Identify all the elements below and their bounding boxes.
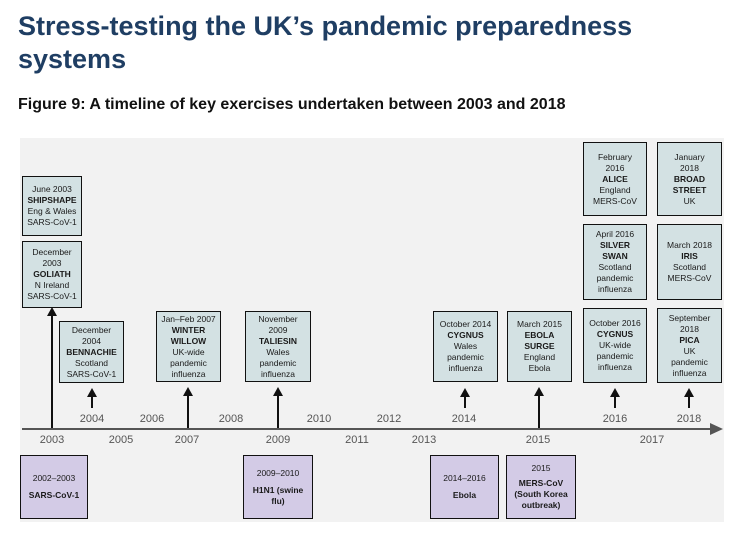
year-label: 2017	[639, 434, 665, 446]
exercise-box	[507, 311, 572, 382]
exercise-subject: SARS-CoV-1	[27, 291, 77, 301]
connector-arrowhead	[183, 387, 193, 396]
connector-arrowhead	[460, 388, 470, 397]
timeline-arrowhead	[710, 423, 723, 435]
outbreak-period: 2002–2003	[32, 473, 76, 483]
year-label: 2013	[411, 434, 437, 446]
outbreak-name: Ebola	[452, 490, 477, 500]
exercise-box	[657, 308, 722, 383]
figure-title: Figure 9: A timeline of key exercises undertaken between 2003 and 2018	[18, 96, 566, 113]
exercise-name: BENNACHIE	[66, 346, 117, 357]
exercise-box	[22, 241, 82, 308]
exercise-subject: SARS-CoV-1	[66, 368, 117, 379]
exercise-name: CYGNUS	[447, 330, 484, 340]
outbreak-period: 2009–2010	[256, 467, 300, 478]
year-label: 2005	[108, 434, 134, 446]
timeline-axis	[22, 428, 712, 430]
year-label: 2016	[602, 413, 628, 425]
exercise-subject: MERS-CoV	[667, 273, 712, 283]
exercise-date: Jan–Feb 2007	[161, 313, 216, 324]
connector-arrowhead	[610, 388, 620, 397]
exercise-box	[657, 224, 722, 300]
exercise-name: ALICE	[602, 173, 628, 184]
connector-arrowhead	[273, 387, 283, 396]
exercise-name: SILVER SWAN	[599, 240, 631, 261]
exercise-region: England	[523, 352, 556, 362]
exercise-region: Scotland	[672, 262, 707, 272]
connector-line	[538, 394, 540, 428]
exercise-date: December 2003	[32, 247, 72, 268]
page-title: Stress-testing the UK’s pandemic preparedness systems	[18, 11, 633, 74]
connector-arrowhead	[87, 388, 97, 397]
year-label: 2011	[345, 434, 369, 446]
outbreak-name: SARS-CoV-1	[28, 490, 80, 500]
exercise-subject: pandemic influenza	[447, 352, 484, 373]
exercise-date: October 2014	[439, 319, 492, 329]
exercise-subject: pandemic influenza	[170, 357, 207, 379]
outbreak-box	[430, 455, 499, 519]
year-label: 2003	[39, 434, 65, 446]
exercise-region: UK	[683, 195, 696, 206]
exercise-date: September 2018	[668, 312, 711, 334]
outbreak-name: MERS-CoV (South Korea outbreak)	[514, 478, 568, 510]
exercise-name: PICA	[679, 334, 700, 345]
exercise-region: Eng & Wales	[27, 206, 77, 216]
exercise-subject: pandemic influenza	[596, 273, 634, 294]
exercise-date: December 2004	[71, 324, 112, 346]
exercise-box	[583, 224, 647, 300]
exercise-date: March 2015	[517, 319, 562, 329]
exercise-region: N Ireland	[34, 280, 70, 290]
year-label: 2007	[174, 434, 200, 446]
outbreak-period: 2014–2016	[443, 473, 486, 483]
year-label: 2018	[676, 413, 702, 425]
exercise-box	[433, 311, 498, 382]
year-label: 2006	[139, 413, 165, 425]
exercise-box	[59, 321, 124, 383]
exercise-name: EBOLA SURGE	[524, 330, 555, 351]
outbreak-name: H1N1 (swine flu)	[252, 484, 304, 506]
exercise-date: February 2016	[597, 151, 632, 173]
year-label: 2009	[265, 434, 291, 446]
outbreak-box	[506, 455, 576, 519]
exercise-subject: pandemic influenza	[671, 356, 708, 378]
exercise-date: November 2009	[258, 313, 298, 335]
exercise-name: SHIPSHAPE	[27, 195, 77, 205]
exercise-box	[245, 311, 311, 382]
outbreak-box	[243, 455, 313, 519]
exercise-name: CYGNUS	[596, 329, 634, 339]
exercise-region: UK-wide	[598, 340, 632, 350]
exercise-subject: pandemic influenza	[259, 357, 297, 379]
connector-arrowhead	[684, 388, 694, 397]
exercise-subject: pandemic influenza	[596, 351, 634, 372]
exercise-date: October 2016	[589, 318, 641, 328]
exercise-name: TALIESIN	[258, 335, 298, 346]
exercise-region: Scotland	[598, 262, 632, 272]
outbreak-period: 2015	[531, 463, 551, 473]
exercise-name: GOLIATH	[33, 269, 71, 279]
exercise-date: January 2018	[674, 151, 705, 173]
exercise-region: UK-wide	[172, 346, 205, 357]
exercise-box	[657, 142, 722, 216]
year-label: 2014	[451, 413, 477, 425]
exercise-region: Wales	[453, 341, 478, 351]
outbreak-box	[20, 455, 88, 519]
exercise-region: Wales	[266, 346, 290, 357]
exercise-subject: Ebola	[528, 363, 551, 373]
exercise-region: Scotland	[74, 357, 109, 368]
year-label: 2004	[79, 413, 105, 425]
exercise-box	[156, 311, 221, 382]
connector-line	[277, 394, 279, 428]
exercise-name: IRIS	[681, 251, 698, 261]
connector-arrowhead	[534, 387, 544, 396]
year-label: 2010	[306, 413, 332, 425]
year-label: 2015	[525, 434, 551, 446]
exercise-box	[583, 142, 647, 216]
exercise-region: UK	[683, 345, 696, 356]
exercise-name: BROAD STREET	[672, 173, 707, 195]
connector-arrowhead	[47, 307, 57, 316]
exercise-subject: SARS-CoV-1	[27, 217, 77, 227]
exercise-box	[583, 308, 647, 383]
connector-line	[51, 314, 53, 428]
year-label: 2008	[218, 413, 244, 425]
exercise-name: WINTER WILLOW	[170, 324, 207, 346]
exercise-date: March 2018	[667, 240, 712, 250]
connector-line	[187, 394, 189, 428]
exercise-date: June 2003	[32, 184, 72, 194]
exercise-region: England	[599, 184, 631, 195]
exercise-date: April 2016	[595, 229, 635, 239]
exercise-subject: MERS-CoV	[593, 195, 637, 206]
exercise-box	[22, 176, 82, 236]
year-label: 2012	[376, 413, 402, 425]
